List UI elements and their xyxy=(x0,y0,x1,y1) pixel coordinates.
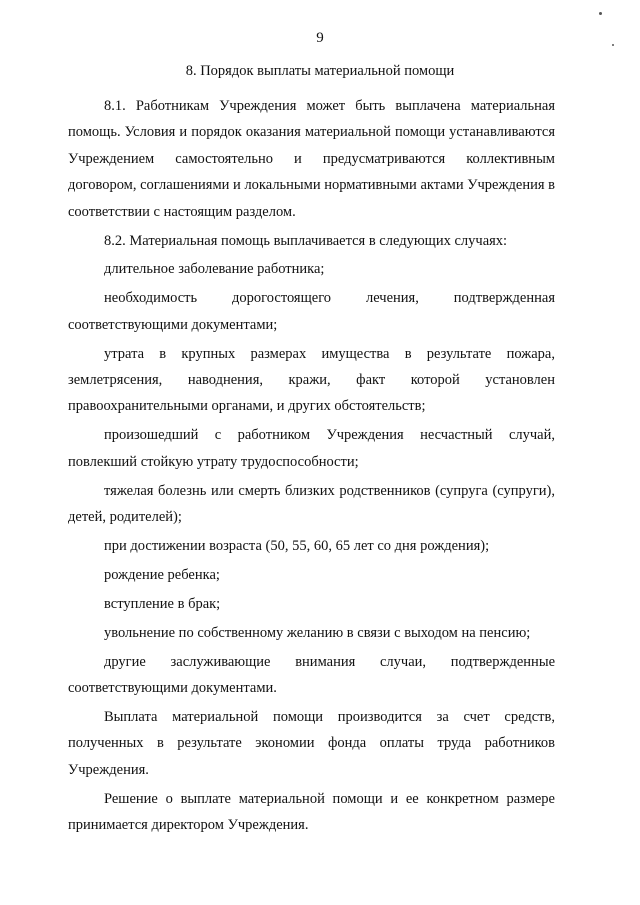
paragraph-decision: Решение о выплате материальной помощи и ее конкретном размере принимается директором Учреждения. xyxy=(68,790,555,834)
list-item-treatment: необходимость дорогостоящего лечения, подтвержденная соответствующими документами; xyxy=(68,290,555,333)
list-item-property-loss: утрата в крупных размерах имущества в результате пожара, землетрясения, наводнения, кражи, факт которой установлен правоохранительными органами, и других обстоятельств; xyxy=(68,345,555,415)
paragraph-8-2: 8.2. Материальная помощь выплачивается в следующих случаях: xyxy=(104,232,508,249)
list-item-accident: произошедший с работником Учреждения несчастный случай, повлекший стойкую утрату трудоспособности; xyxy=(68,427,555,470)
paragraph-funding: Выплата материальной помощи производится за счет средств, полученных в результате экономии фонда оплаты труда работников Учреждения. xyxy=(68,708,555,778)
list-item-childbirth: рождение ребенка; xyxy=(104,566,220,583)
list-item-relatives: тяжелая болезнь или смерть близких родственников (супруга (супруги), детей, родителей); xyxy=(68,482,555,526)
scan-speck xyxy=(599,12,602,15)
page-number: 9 xyxy=(316,30,324,46)
paragraph-8-1: 8.1. Работникам Учреждения может быть выплачена материальная помощь. Условия и порядок оказания материальной помощи устанавливаются Учреждением самостоятельно и предусматриваются коллективным договором, соглашениями и локальными нормативными актами Учреждения в соответствии с настоящим разделом. xyxy=(68,98,555,220)
section-heading: 8. Порядок выплаты материальной помощи xyxy=(185,63,455,79)
section-body xyxy=(68,93,555,838)
scan-speck xyxy=(612,44,614,46)
list-item-other: другие заслуживающие внимания случаи, подтвержденные соответствующими документами. xyxy=(68,653,555,697)
list-item-illness: длительное заболевание работника; xyxy=(104,261,325,278)
list-item-marriage: вступление в брак; xyxy=(104,595,221,612)
list-item-retirement: увольнение по собственному желанию в связи с выходом на пенсию; xyxy=(104,624,531,641)
list-item-age: при достижении возраста (50, 55, 60, 65 лет со дня рождения); xyxy=(104,538,490,554)
